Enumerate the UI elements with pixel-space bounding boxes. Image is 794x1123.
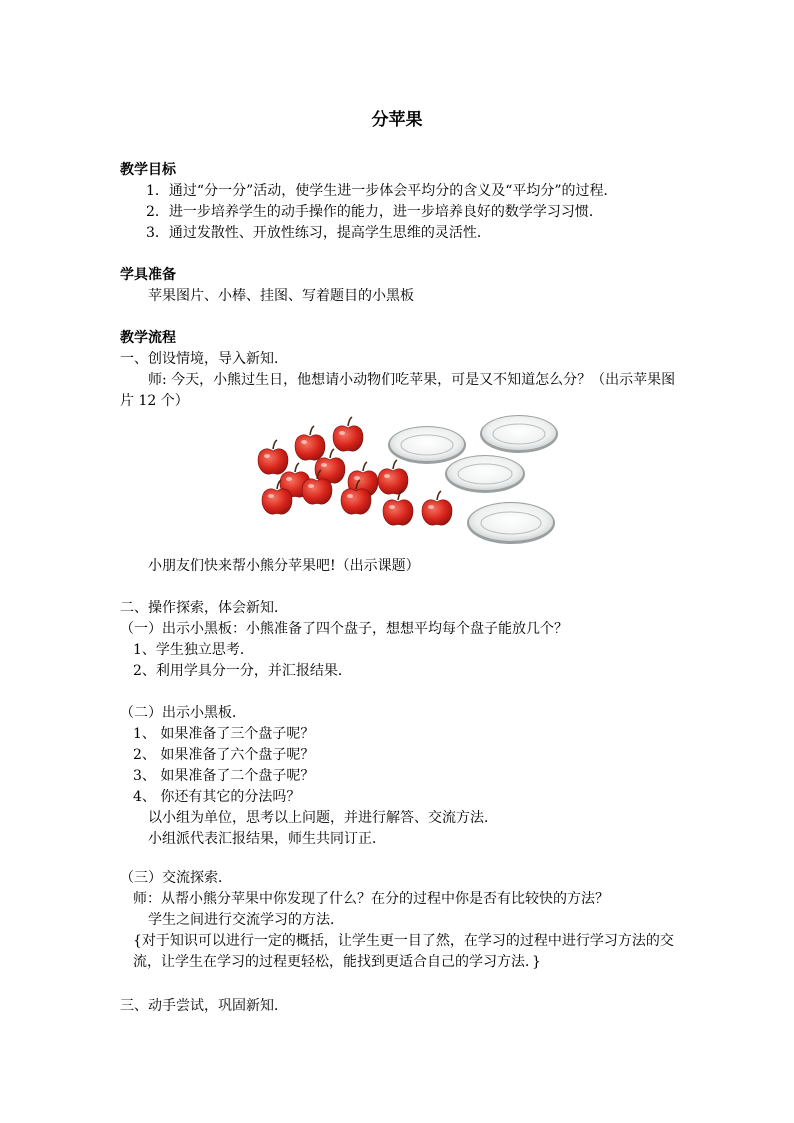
page-title: 分苹果 <box>371 110 423 130</box>
apples-and-plates-illustration <box>255 413 565 551</box>
goal-item: 3．通过发散性、开放性练习，提高学生思维的灵活性． <box>146 225 491 241</box>
plate <box>388 426 466 464</box>
part1-title: 一、创设情境，导入新知． <box>120 351 288 367</box>
apple <box>422 491 452 525</box>
plate <box>445 455 525 493</box>
plates <box>388 415 558 544</box>
goals-heading: 教学目标 <box>120 162 176 178</box>
section2-paragraph: 小组派代表汇报结果，师生共同订正． <box>148 831 386 847</box>
section3-title: （三）交流探索． <box>120 870 232 886</box>
section1-item: 2、利用学具分一分，并汇报结果． <box>133 663 352 679</box>
plate <box>467 502 555 544</box>
apple <box>383 491 413 525</box>
materials-heading: 学具准备 <box>120 267 176 283</box>
goal-item: 1．通过“分一分”活动，使学生进一步体会平均分的含义及“平均分”的过程． <box>146 183 618 199</box>
section1-item: 1、学生独立思考． <box>133 642 254 658</box>
section2-title: （二）出示小黑板． <box>120 705 246 721</box>
section3-teacher: 师：从帮小熊分苹果中你发现了什么？在分的过程中你是否有比较快的方法？ <box>133 891 609 907</box>
apple <box>258 440 288 474</box>
section1-title: （一）出示小黑板：小熊准备了四个盘子，想想平均每个盘子能放几个？ <box>120 621 568 637</box>
section3-students: 学生之间进行交流学习的方法． <box>148 912 344 928</box>
goal-item: 2．进一步培养学生的动手操作的能力，进一步培养良好的数学学习习惯． <box>146 204 603 220</box>
apple <box>333 417 363 451</box>
plate <box>480 415 558 453</box>
section2-item: 4、 你还有其它的分法吗？ <box>133 789 301 805</box>
part3-title: 三、动手尝试，巩固新知． <box>120 998 288 1014</box>
part1-after-text: 小朋友们快来帮小熊分苹果吧!（出示课题） <box>148 558 420 574</box>
apple <box>295 426 325 460</box>
section3-note: {对于知识可以进行一定的概括，让学生更一目了然，在学习的过程中进行学习方法的交 <box>133 933 674 949</box>
materials-text: 苹果图片、小棒、挂图、写着题目的小黑板 <box>148 288 414 304</box>
section2-paragraph: 以小组为单位，思考以上问题，并进行解答、交流方法． <box>148 810 498 826</box>
part1-teacher-line-cont: 片 12 个） <box>120 393 189 409</box>
section2-item: 2、 如果准备了六个盘子呢？ <box>133 747 315 763</box>
section2-item: 1、 如果准备了三个盘子呢？ <box>133 726 315 742</box>
section3-note-cont: 流，让学生在学习的过程更轻松，能找到更适合自己的学习方法．} <box>133 954 541 970</box>
apple <box>378 460 408 494</box>
part2-title: 二、操作探索，体会新知． <box>120 600 288 616</box>
part1-teacher-line: 师: 今天，小熊过生日，他想请小动物们吃苹果，可是又不知道怎么分？（出示苹果图 <box>148 372 676 388</box>
flow-heading: 教学流程 <box>120 330 176 346</box>
section2-item: 3、 如果准备了二个盘子呢？ <box>133 768 315 784</box>
